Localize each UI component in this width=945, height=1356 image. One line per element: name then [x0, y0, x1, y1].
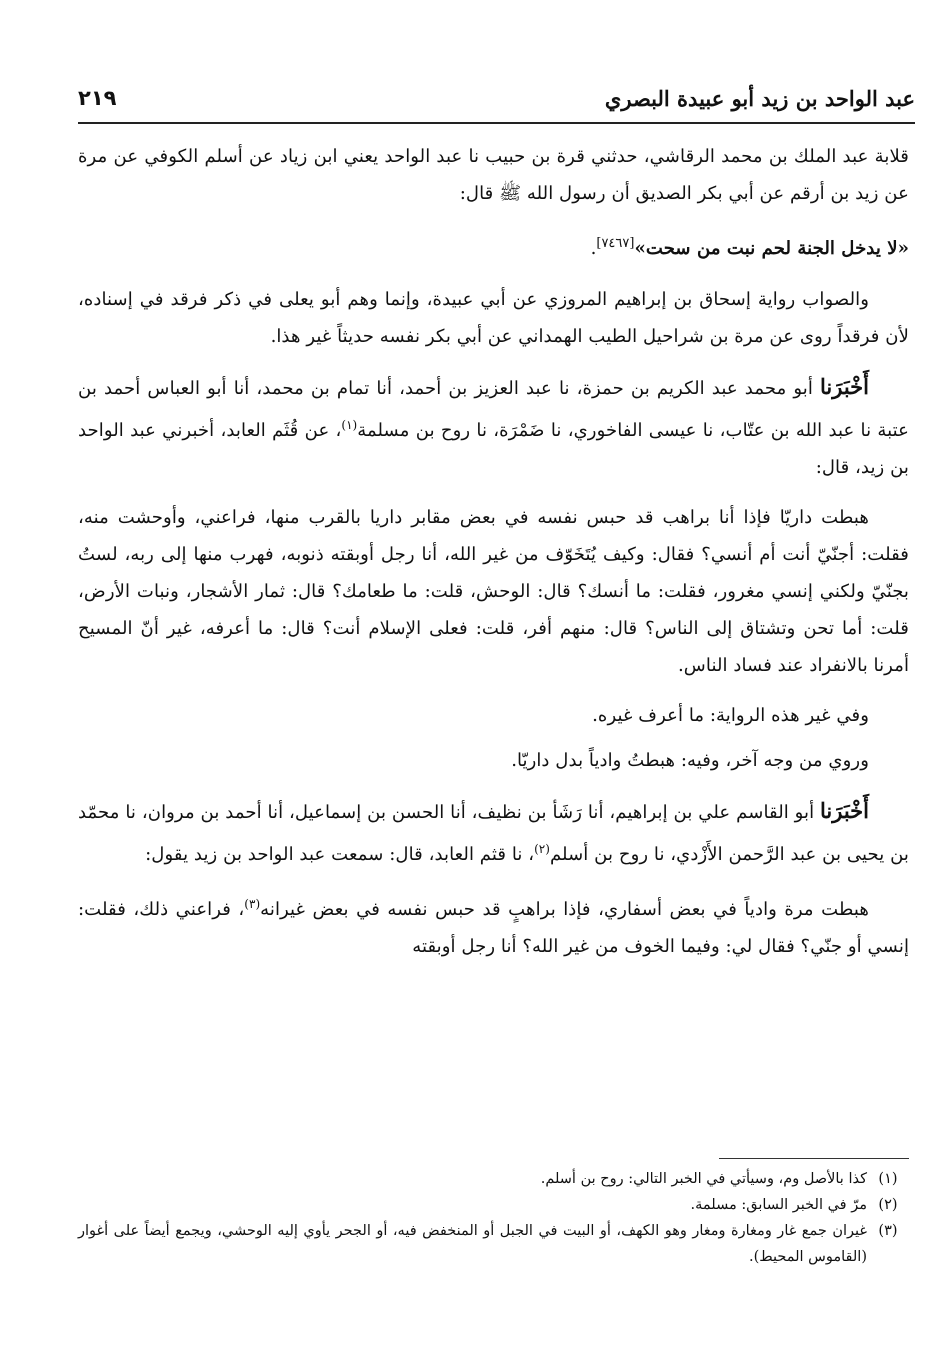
paragraph-2-text: والصواب رواية إسحاق بن إبراهيم المروزي عن أبي عبيدة، وإنما وهم أبو يعلى في ذكر فرقد في إسناده، لأن فرقداً روى عن مرة بن شراحيل الطيب الهمداني عن أبي بكر نفسه حديثاً غير هذا. — [78, 289, 909, 348]
hadith-text: «لا يدخل الجنة لحم نبت من سحت» — [634, 238, 909, 260]
paragraph-7 — [78, 792, 909, 873]
footnote-2 — [78, 1192, 909, 1218]
paragraph-7-text-a: أبو القاسم علي بن إبراهيم، أنا رَشَأ بن نظيف، أنا الحسن بن إسماعيل، أنا أحمد بن مروان، نا محمّد بن يحيى بن عبد الرَّحمن الأَزْدي، نا روح بن أسلم — [78, 802, 909, 866]
akhbarana-lead: أَخْبَرَنا — [820, 798, 869, 824]
paragraph-3-text-a: أبو محمد عبد الكريم بن حمزة، نا عبد العزيز بن أحمد، أنا تمام بن محمد، أنا أبو العباس أحمد بن عتبة نا عبد الله بن عتّاب، نا عيسى الفاخوري، نا ضَمْرَة، نا روح بن مسلمة — [78, 378, 909, 442]
hadith-end: . — [590, 238, 597, 260]
footnote-mark-3: (٣) — [244, 897, 261, 912]
hadith-paragraph — [78, 225, 909, 267]
main-text — [78, 138, 909, 978]
footnote-mark-2: (٢) — [534, 842, 550, 857]
footnote-number: (٢) — [878, 1197, 898, 1213]
footnote-mark-1: (١) — [341, 418, 358, 433]
paragraph-8-text-b: ، فراعني ذلك، فقلت: إنسي أو جنّي؟ فقال لي: وفيما الخوف من غير الله؟ أنا رجل أوبقته — [78, 899, 909, 958]
paragraph-5 — [78, 697, 909, 734]
paragraph-8 — [78, 886, 909, 965]
paragraph-5-text: وفي غير هذه الرواية: ما أعرف غيره. — [592, 705, 869, 727]
footnotes — [78, 1166, 909, 1270]
footnote-3 — [78, 1218, 909, 1270]
footnote-text: غيران جمع غار ومغارة ومغار وهو الكهف، أو البيت في الجبل أو المنخفض فيه، أو الجحر يأوي إليه الوحشي، ويجمع أيضاً على أغوار (القاموس المحيط). — [78, 1223, 867, 1265]
page-header — [78, 78, 915, 118]
paragraph-7-text-b: ، نا قثم العابد، قال: سمعت عبد الواحد بن زيد يقول: — [145, 844, 535, 866]
paragraph-6-text: وروي من وجه آخر، وفيه: هبطتُ وادياً بدل داريّا. — [511, 750, 869, 772]
paragraph-3-text-b: ، عن قُثَم العابد، أخبرني عبد الواحد بن زيد، قال: — [78, 420, 909, 479]
paragraph-1 — [78, 138, 909, 212]
akhbarana-lead: أَخْبَرَنا — [820, 374, 869, 400]
footnote-text: كذا بالأصل وم، وسيأتي في الخبر التالي: روح بن أسلم. — [540, 1171, 867, 1187]
page-number: ٢١٩ — [78, 86, 117, 110]
paragraph-4-text: هبطت داريّا فإذا أنا براهب قد حبس نفسه في بعض مقابر داريا بالقرب منها، فراعني، وأوحشت منه، فقلت: أجنّيّ أنت أم أنسي؟ فقال: وكيف يُتَخَوّف من غير الله، أنا رجل أوبقته ذنوبه، فهرب منها إلى ربه، لستُ بجنّيّ ولكني إنسي مغرور، فقلت: ما أنسك؟ قال: الوحش، قلت: ما طعامك؟ قال: ثمار الأشجار، ونبات الأرض، قلت: أما تحن وتشتاق إلى الناس؟ قال: منهم أفر، قلت: فعلى الإسلام أنت؟ قال: ما أعرفه، غير أنّ المسيح أمرنا بالانفراد عند فساد الناس. — [78, 507, 909, 677]
paragraph-1-text: قلابة عبد الملك بن محمد الرقاشي، حدثني قرة بن حبيب نا عبد الواحد يعني ابن زياد عن أسلم الكوفي عن مرة عن زيد بن أرقم عن أبي بكر الصديق أن رسول الله ﷺ قال: — [78, 146, 909, 204]
running-title: عبد الواحد بن زيد أبو عبيدة البصري — [604, 85, 915, 111]
paragraph-6 — [78, 742, 909, 779]
footnote-number: (١) — [878, 1171, 898, 1187]
hadith-reference: [٧٤٦٧] — [596, 236, 635, 251]
footnote-rule — [719, 1158, 909, 1159]
paragraph-3 — [78, 368, 909, 486]
paragraph-4 — [78, 499, 909, 684]
footnote-text: مرّ في الخبر السابق: مسلمة. — [690, 1197, 867, 1213]
paragraph-8-text-a: هبطت مرة وادياً في بعض أسفاري، فإذا براهبٍ قد حبس نفسه في بعض غيرانه — [260, 899, 869, 921]
paragraph-2 — [78, 281, 909, 355]
footnote-number: (٣) — [878, 1223, 898, 1239]
header-rule — [78, 122, 915, 124]
footnote-1 — [78, 1166, 909, 1192]
